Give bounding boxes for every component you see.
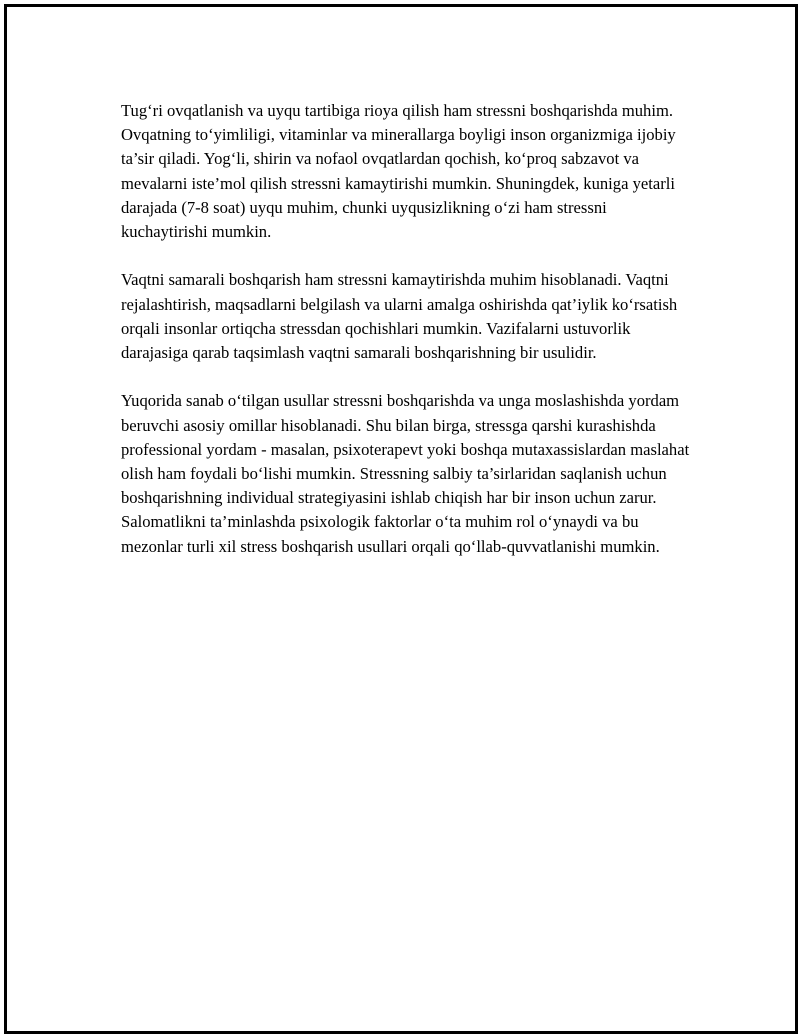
document-body	[121, 99, 691, 583]
page-border	[4, 4, 798, 1034]
paragraph-conclusion: Yuqorida sanab o‘tilgan usullar stressni boshqarishda va unga moslashishda yordam beruvchi asosiy omillar hisoblanadi. Shu bilan birga, stressga qarshi kurashishda professional yordam - masalan, psixoterapevt yoki boshqa mutaxassislardan maslahat olish ham foydali bo‘lishi mumkin. Stressning salbiy ta’sirlaridan saqlanish uchun boshqarishning individual strategiyasini ishlab chiqish har bir inson uchun zarur. Salomatlikni ta’minlashda psixologik faktorlar o‘ta muhim rol o‘ynaydi va bu mezonlar turli xil stress boshqarish usullari orqali qo‘llab-quvvatlanishi mumkin.	[121, 391, 690, 556]
paragraph-time-management: Vaqtni samarali boshqarish ham stressni kamaytirishda muhim hisoblanadi. Vaqtni rejalashtirish, maqsadlarni belgilash va ularni amalga oshirishda qat’iylik ko‘rsatish orqali insonlar ortiqcha stressdan qochishlari mumkin. Vazifalarni ustuvorlik darajasiga qarab taqsimlash vaqtni samarali boshqarishning bir usulidir.	[121, 270, 678, 363]
paragraph-nutrition-sleep: Tug‘ri ovqatlanish va uyqu tartibiga rioya qilish ham stressni boshqarishda muhim. Ovqatning to‘yimliligi, vitaminlar va minerallarga boyligi inson organizmiga ijobiy ta’sir qiladi. Yog‘li, shirin va nofaol ovqatlardan qochish, ko‘proq sabzavot va mevalarni iste’mol qilish stressni kamaytirishi mumkin. Shuningdek, kuniga yetarli darajada (7-8 soat) uyqu muhim, chunki uyqusizlikning o‘zi ham stressni kuchaytirishi mumkin.	[121, 101, 676, 242]
